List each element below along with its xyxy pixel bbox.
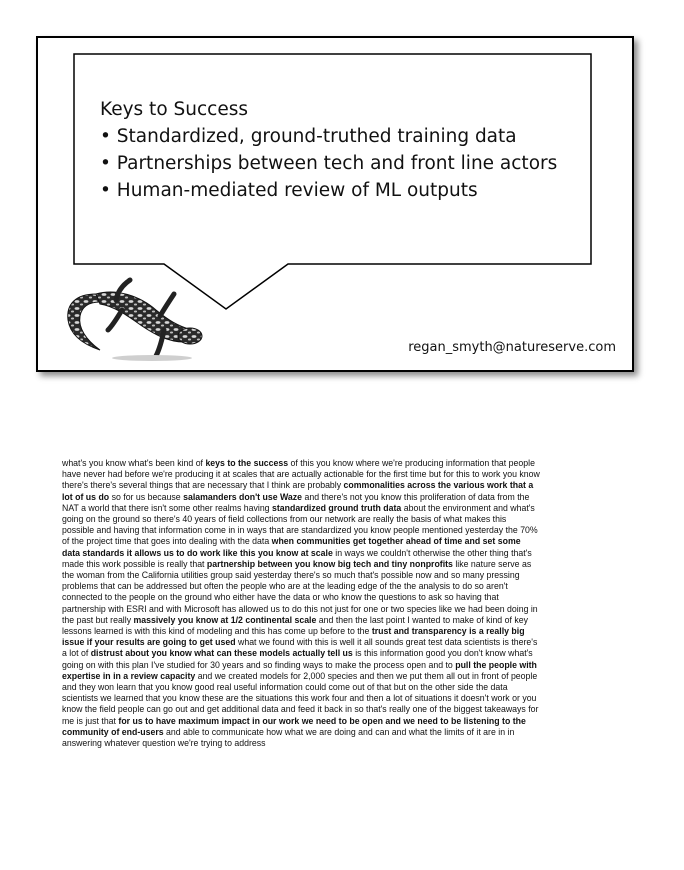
slide: [36, 36, 634, 372]
transcript-emphasis: distrust about you know what can these models actually tell us: [90, 648, 353, 659]
transcript-emphasis: trust and transparency is a really big issue if your results are going to get used: [62, 626, 525, 648]
bullet-human-review: • Human-mediated review of ML outputs: [100, 180, 478, 201]
transcript-emphasis: pull the people with expertise in in a review capacity: [62, 659, 537, 681]
transcript-emphasis: when communities get together ahead of time and set some data standards it allows us to do work like this you know at scale: [62, 536, 521, 558]
transcript-emphasis: standardized ground truth data: [271, 502, 402, 513]
transcript-emphasis: salamanders don't use Waze: [183, 491, 303, 502]
transcript-segment: about the environment and what's going on the ground so there's 40 years of field collections from our network are really the basis of what makes this possible and having that information come in in ways that are standardized you know people mentioned yesterday the 70% of the project time that goes into dealing with the data: [62, 502, 538, 547]
transcript-emphasis: massively you know at 1/2 continental scale: [133, 614, 317, 625]
transcript-segment: what's you know what's been kind of: [62, 458, 206, 468]
transcript-emphasis: for us to have maximum impact in our work we need to be open and we need to be listening to the community of end-users: [62, 715, 526, 737]
keys-title: Keys to Success: [100, 99, 248, 120]
salamander-icon: [56, 264, 206, 364]
contact-email: regan_smyth@natureserve.com: [408, 340, 616, 355]
transcript-segment: and able to communicate how what we are doing and can and what the limits of it are in in answering whatever question we're trying to address: [62, 726, 515, 749]
transcript-segment: in ways we couldn't otherwise the other thing that's made this work possible is really that: [62, 547, 532, 569]
transcript-segment: of this you know where we're producing information that people have never had before we're producing it at scales that are actually actionable for the first time but for this to work you know there's there's several things that are necessary that I think are probably: [62, 458, 540, 491]
bullet-training-data: • Standardized, ground-truthed training data: [100, 126, 517, 147]
transcript-segment: and we created models for 2,000 species and then we put them all out in front of people and they won learn that you know good real useful information could come out of that but on the other side the data scientists we learned that you know these are the situations this work four and then a lot of situations it doesn't work or you know the field people can go out and get additional data and feed it back in so that's really one of the biggest takeaways for me is just that: [62, 670, 539, 726]
transcript-segment: what we found with this is well it all sounds great test data scientists is there's a lot of: [62, 637, 538, 659]
transcript-emphasis: partnership between you know big tech and tiny nonprofits: [206, 558, 453, 569]
keys-to-success: [100, 96, 580, 204]
bullet-partnerships: • Partnerships between tech and front line actors: [100, 153, 558, 174]
transcript-segment: like nature serve as the woman from the California utilities group said yesterday there's so much that's possible now and so many pressing problems that can be addressed but often the people who are at the leading edge of the the analysis to do so aren't connected to the people on the ground who either have the data or who know the questions to ask so having that partnership with ESRI and with Microsoft has allowed us to do this not just for one or two species like we had been doing in the past but really: [62, 558, 538, 625]
transcript-segment: so for us because: [109, 491, 184, 502]
transcript-segment: and then the last point I wanted to make of kind of key lessons learned is with this kind of modeling and this has come up before to the: [62, 614, 528, 637]
transcript-emphasis: commonalities across the various work that a lot of us do: [62, 480, 534, 502]
transcript-segment: and there's not you know this proliferation of data from the NAT a world that there isn't some other realms having: [62, 491, 530, 513]
transcript-emphasis: keys to the success: [205, 458, 289, 468]
transcript-text: [62, 458, 540, 749]
transcript-segment: is this information good you don't know what's going on with this plan I've studied for 30 years and so finding ways to make the process open and to: [62, 648, 533, 670]
